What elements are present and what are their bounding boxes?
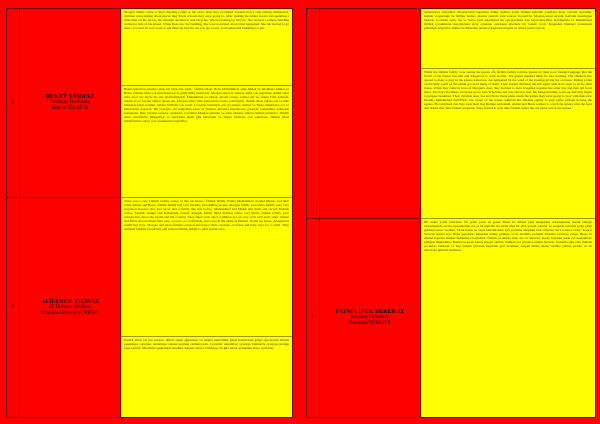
author-school: 15 Temmuz Şehitleri xyxy=(49,304,91,310)
story-text-turkish: Öztürk ailesi çat pat yabancı dilleri onları ağırlarken ve adanın unutulmuş güzel hatıralarını gölge ağaçlarının altında yaşatmaya çalıştılar. Anlattıkça adanın geçmişi canlanıyordu. Çocuklar saklambaç oynayıp, Duman'la oynayıp ortalığa neşe saçtılar. Misafirler şaşkınlıkla izlediler. Akşam olunca vedalaşıp, bir gün tekrar görüşmek üzere ayrıldılar. xyxy=(124,338,289,351)
author-name: BUKET ŞAŞMAZ xyxy=(45,94,95,101)
number-column xyxy=(307,9,320,417)
story-text-turkish: Bir saatte yolun belirdiler. Ne gelen yardı ne gelen. Beste ile Ahmet yani tanıştıkları arkadaşlarına merak etmeye başlamışlardı. Acaba uyanmadılar mı ya da kahvaltı mı uzadı diye bir sürü yorum yaptılar ve sonunda evlerine gidip gidip gelmeye karar verdiler. Eksik kalan ne varsa tamamlamak için çocuklar meydanı terk etmeden önce kontrol ettiler. Kapıyı Steve'in annesi açtı. Buna şaşırdılar; erkenden kalkıp gitmişti. O da merakla çocuklar haberler vermeye çalıştı. Beste ve Ahmet kapının önünde beklemeye başladılar. Öztürk çocukları Ann, Joe ve Steve'in, kuzey kıyıdaki yıkık evi keşfetmeye gittiğini düşündüler. Hemen koşarak kuzey tepeye çıktılar. Duman yol boyunca önden havladı. Sonunda eski evin önünde çocukları buldular ve hep birlikte güvenle meydana geri döndüler. Akşam bütün aileler birlikte yemek yediler ve bu maceraya gülerek anlattılar. xyxy=(424,219,592,252)
author-name: FATMA İPEK BEREKAT xyxy=(335,308,405,315)
number-column xyxy=(7,9,20,417)
author-school: Tuzluçay Ortaokulu xyxy=(50,100,90,106)
author-cell xyxy=(20,197,120,417)
author-column xyxy=(20,9,121,417)
story-column xyxy=(121,9,292,417)
right-page xyxy=(306,8,596,418)
left-page xyxy=(6,8,293,418)
author-column xyxy=(320,9,421,417)
author-cell xyxy=(320,9,420,218)
row-number xyxy=(307,9,319,218)
author-school-location: Ortaokulu Mersin/TÜRKİYE xyxy=(40,310,100,316)
story-column xyxy=(421,9,595,417)
author-name: AFİFENUR YILMAZ xyxy=(40,298,100,305)
author-school-location: Balıkesir/TÜRKİYE xyxy=(349,320,391,326)
author-school-location: Konya/TÜRKİYE xyxy=(51,106,89,112)
story-text-english: While the Öztürk family were seeing the guests off, Öztürk family told the guests try their poor foreign language that the North of the Island was still and dangerous to walk around. The guests thanked them for this warning. The children also agreed to meet to play in the square tomorrow. Accompanied by the wind of the evening giving the coolness. Riding a bike on the hilly roads of the island got tired many of them. They started climbing the hill again with slow steps to arrive their house. When they came in front of Morgan's door, they decided to have breakfast together the other day and they left from there. The day's tiredness, everyone got to bed. When the sun was about to rise, the Morgan family woke up and they began to prepare breakfast. Their children Ann, Joe and Steve made plans about the games they were going to play with their new friends. Muhammed ÖZTÜRK, the owner of the house, admired his children rightly to play game without leaving the square. He told them that they took their dog Duman with them. Ahmet and Beste walked to watch the square with the food and drinks that their mother prepared. They started to wait their friends under the old plane tree at the square. xyxy=(421,69,595,219)
story-text-turkish: Buket kafasının içinden çıkan bir Türk aile vardı : Öztürk ailesi. Baba Muhammed, anne Melek ve küçükleri Ahmet ve Beste. Öztürk ailesi çok misafirperver ve güleryüzlü insanlardı. Morgan ailesi ve Alex'in ailesi çok şaşırmıştı çünkü onlar daha önce hiç böyle bir aile görmemişlerdi. Muhammed ve Melek onlarla tanıştı, sohbet etti ve onlara Türk kahvesi, lokum ve ev yapımı tatlılar ikram etti. Morgan ailesi Türk kahvesinin tadına çok bayıldı. Öztürk ailesi onlara ada ve ülke hakkında bilgi verdiler. Aileler birbirini çok sevdi. Çocuklar birbiriyle çok iyi anlaştı. Ahmet ve Beste misafirlere evi ve bahçelerini gösterdi. Bir papağan, iki muhabbet kuşu ve Duman adındaki köpeklerini gösterdi. Gelenekler hakkında konuştular. Hep beraber oyunlar oynadılar. Çocuklar Morgan ailesine ve Alex ailesine adanın tarihini anlattılar. Öztürk ailesi kendilerini Morgan'lar ve Alex'lerin ailesi gibi hissettiler ve aileler birbirine çok yakınlaştı. Öztürk ailesi misafirlerine onları çok sevdiklerini söylediler. xyxy=(121,86,292,198)
author-school: Kayabey Ortaokulu xyxy=(350,314,390,320)
story-text-turkish: tırmanmaya başladılar. Morgan'ların kapısının önüne gelince yanın birlikte kahvaltı yapmaya karar verendi ayrıldılar. Günün yorgunluğu ile birlikte herkes odasına çekildi. Gün sonrası Kocaeli'de, Morgan ailesi uyandı, kahvaltı hazırlığına başladı. Çocuklar Ann, Joe ve Steve yeni arkadaşları ile oynayacaklar için heyecanlıydılar. Kardeşlerle ve Muhammed Öztürk çocuklarına meydandaki tavla oyununu oynarken ellerinde bir lokum vardı. Köpekleri Duman'ı yanlarında götürmek istiyordu. Ahmet ve Beste'nin anneleri kuşlarını besledi ve onlara şarkı söyledi. xyxy=(421,9,595,69)
row-number: 7 xyxy=(307,218,319,417)
row-number: 6 xyxy=(7,197,19,417)
author-cell xyxy=(320,218,420,417)
row-number: 5 xyxy=(11,100,15,106)
author-cell xyxy=(20,9,120,197)
story-text-english: There was a cute Turkish family owner of this ıns house : Öztürk family. Father Muhammed, mother Melek, and their twins Ahmet and Beste. Öztürk family had very friendly and smiling people. Morgan family and Alex's family were very surprised because they had never met a family like this before. Muhammed and Melek met them and served Turkish coffee, Turkish delight and homemade sweets. Morgan family liked Turkish coffee very much. Öztürk family gave information about the island and the country. They liked each other. Children got on very well with each other. Ahmet and Beste showed them their pets, a parrot, two ladybirds, and a dog in the name of Duman. In this tea house, designed in traditional style. Morgan and Alex families relaxed and forgot their countries crowded and busy days for a while. They admired Turkish hospitality and invited Öztürk family to their hometowns. xyxy=(121,198,292,338)
story-text-english: Morgan family came to their meeting points at the exact hour they promised. Parents had a chat among themselves, children were talking about places they lived, schools they were going to. After visiting the island streets and spending a little time on the beach, the children decided to rent bicycles. When traveling by bicycle, She noticed a remote building on the far side of the island. When Kate saw the building, She was so excited about what happened. She felt he had to go there. It would be very scary to get there by bicycle. As you get closer, you realize that building is a pie. xyxy=(121,9,292,86)
